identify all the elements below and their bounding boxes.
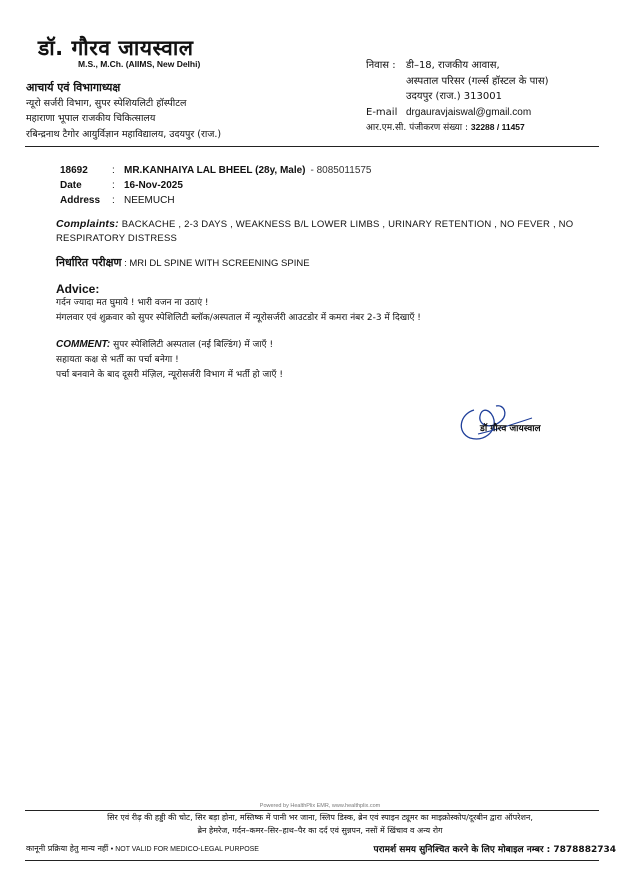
contact-block — [366, 58, 549, 137]
date-label: Date — [60, 180, 82, 191]
address-row: Address : NEEMUCH — [60, 195, 175, 206]
address-line-2: अस्पताल परिसर (गर्ल्स हॉस्टल के पास) — [406, 75, 549, 87]
services-line-2: ब्रेन हेमरेज, गर्दन–कमर–सिर–हाथ–पैर का दर्द एवं सुन्नपन, नसों में खिंचाव व अन्य रोग — [197, 826, 443, 835]
comment-section: COMMENT: सुपर स्पेशिलिटी अस्पताल (नई बिल्डिंग) में जाएँ ! सहायता कक्ष से भर्ती का पर्चा बनेगा ! पर्चा बनवाने के बाद दूसरी मंज़िल, न्यूरोसर्जरी विभाग में भर्ती हो जाएँ ! — [56, 337, 283, 383]
comment-label: COMMENT — [56, 339, 107, 350]
patient-phone: - 8085011575 — [310, 165, 372, 176]
investigation-text: MRI DL SPINE WITH SCREENING SPINE — [129, 258, 310, 269]
dept-line-2: महाराणा भूपाल राजकीय चिकित्सालय — [26, 113, 156, 124]
doctor-department-block — [26, 80, 221, 142]
date-row: Date : 16-Nov-2025 — [60, 180, 183, 191]
registration-number: 32288 / 11457 — [470, 122, 525, 132]
complaints-label: Complaints — [56, 218, 116, 230]
signature-name: डॉ गौरव जायस्वाल — [480, 424, 541, 434]
dept-line-3: रबिन्द्रनाथ टैगोर आयुर्विज्ञान महाविद्यालय, उदयपुर (राज.) — [26, 128, 222, 140]
footer-divider-bottom — [25, 860, 599, 861]
advice-section — [56, 296, 421, 326]
email-label: E-mail — [366, 106, 398, 118]
registration-row — [366, 120, 549, 137]
advice-line-1: गर्दन ज्यादा मत घुमाये ! भारी वजन ना उठाएं ! — [56, 298, 209, 308]
patient-id: 18692 — [60, 165, 88, 176]
services-line-1: सिर एवं रीढ़ की हड्डी की चोट, सिर बड़ा होना, मस्तिष्क में पानी भर जाना, स्लिप डिस्क, ब्रेन एवं स्पाइन ट्यूमर का माइक्रोस्कोप/दूरबीन द्वारा ऑपरेशन, — [107, 813, 533, 822]
comment-line-1: सुपर स्पेशिलिटी अस्पताल (नई बिल्डिंग) में जाएँ ! — [113, 340, 274, 350]
complaints-section: Complaints: BACKACHE , 2-3 DAYS , WEAKNESS B/L LOWER LIMBS , URINARY RETENTION , NO FEVER , NO RESPIRATORY DISTRESS — [56, 218, 574, 244]
email-row — [366, 105, 549, 121]
address-row-1 — [366, 58, 549, 74]
patient-address: NEEMUCH — [124, 195, 175, 206]
investigation-section: निर्धारित परीक्षण : MRI DL SPINE WITH SCREENING SPINE — [56, 256, 310, 269]
visit-date: 16-Nov-2025 — [124, 180, 183, 191]
advice-heading: Advice: — [56, 282, 100, 296]
dept-line-1: न्यूरो सर्जरी विभाग, सुपर स्पेशियलिटी हॉस्पीटल — [26, 97, 187, 109]
address-line-3: उदयपुर (राज.) 313001 — [406, 91, 502, 102]
doctor-name: डॉ. गौरव जायस्वाल — [38, 36, 194, 60]
comment-line-3: पर्चा बनवाने के बाद दूसरी मंज़िल, न्यूरोसर्जरी विभाग में भर्ती हो जाएँ ! — [56, 370, 283, 380]
header-divider — [25, 146, 599, 147]
investigation-label: निर्धारित परीक्षण — [56, 256, 122, 269]
advice-line-2: मंगलवार एवं शुक्रवार को सुपर स्पेशिलिटी ब्लॉक/अस्पताल में न्यूरोसर्जरी आउटडोर में कमरा नंबर 2-3 में दिखाएँ ! — [56, 313, 421, 323]
legal-disclaimer-en: • NOT VALID FOR MEDICO-LEGAL PURPOSE — [110, 846, 259, 853]
footer-bottom — [26, 842, 616, 855]
address-label: निवास : — [366, 60, 396, 71]
appointment-contact: परामर्श समय सुनिश्चित करने के लिए मोबाइल नम्बर : 7878882734 — [373, 845, 616, 855]
services-block — [18, 811, 622, 837]
patient-details — [60, 163, 372, 208]
designation: आचार्य एवं विभागाध्यक्ष — [26, 81, 121, 94]
address-line-1: डी–18, राजकीय आवास, — [406, 60, 500, 71]
email-link[interactable]: drgauravjaiswal@gmail.com — [406, 106, 532, 118]
address-row-2 — [366, 74, 549, 90]
complaints-text: BACKACHE , 2-3 DAYS , WEAKNESS B/L LOWER LIMBS , URINARY RETENTION , NO FEVER , NO RESPIRATORY DISTRESS — [56, 219, 574, 244]
powered-by: Powered by HealthPlix EMR, www.healthplix.com — [259, 803, 381, 809]
comment-line-2: सहायता कक्ष से भर्ती का पर्चा बनेगा ! — [56, 355, 179, 365]
address-row-3 — [366, 89, 549, 105]
patient-id-row: 18692 : MR.KANHAIYA LAL BHEEL (28y, Male) - 8085011575 — [60, 165, 372, 176]
patient-address-label: Address — [60, 195, 101, 206]
registration-label: आर.एम.सी. पंजीकरण संख्या : — [366, 123, 468, 133]
doctor-degree: M.S., M.Ch. (AIIMS, New Delhi) — [78, 59, 201, 69]
patient-name: MR.KANHAIYA LAL BHEEL (28y, Male) — [124, 165, 306, 176]
legal-disclaimer-hindi: कानूनी प्रक्रिया हेतु मान्य नहीं — [26, 844, 109, 853]
